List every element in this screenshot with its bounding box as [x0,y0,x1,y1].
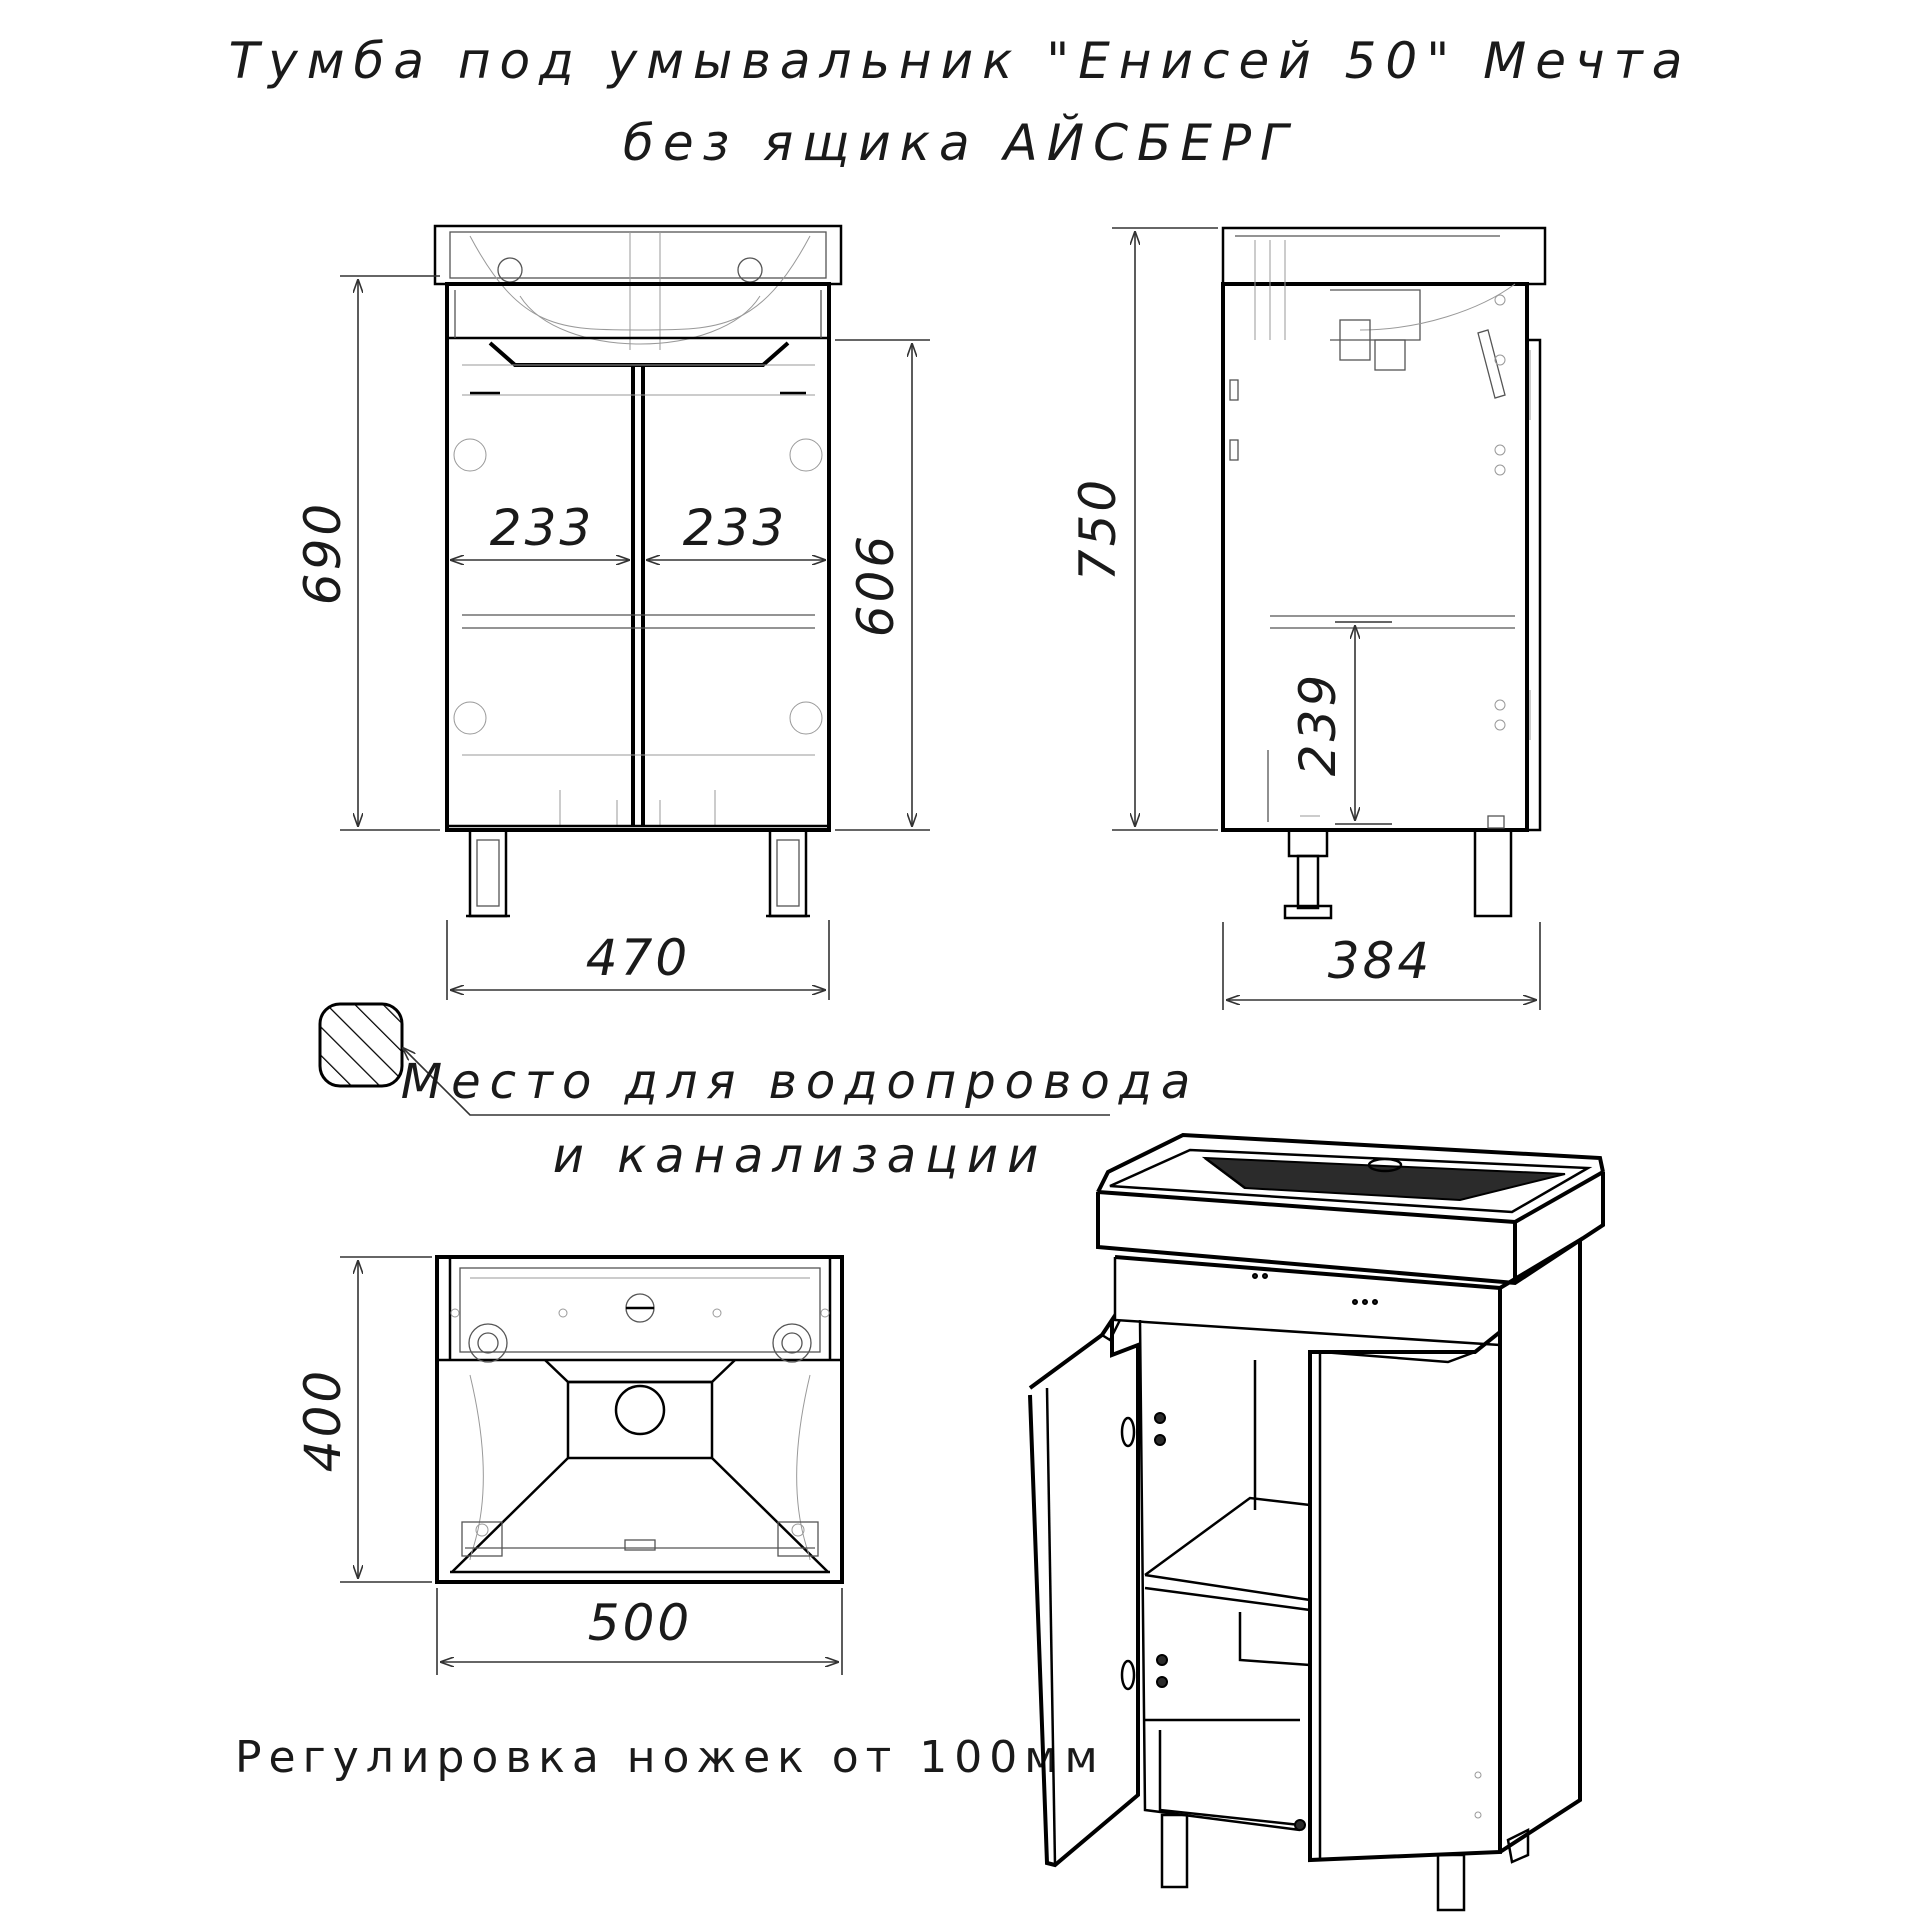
title-line-1: Тумба под умывальник "Енисей 50" Мечта [228,32,1692,90]
perspective-view [1030,1135,1603,1910]
dim-overall-height-label: 690 [294,500,352,606]
dim-shelf-height-label: 239 [1289,671,1347,777]
dim-door-height-label: 606 [847,532,905,638]
top-view [294,1257,842,1675]
dim-top-width-label: 500 [587,1594,693,1652]
front-view [294,226,930,1000]
dim-door-width-left-label: 233 [489,499,595,557]
legend-line-2: и канализации [552,1128,1048,1184]
dim-body-width-label: 470 [585,929,691,987]
legend [320,1004,1199,1184]
dim-door-width-right-label: 233 [682,499,788,557]
title-line-2: без ящика АЙСБЕРГ [623,114,1297,172]
dim-total-height-label: 750 [1069,476,1127,582]
side-view [1069,228,1545,1010]
legend-line-1: Место для водопровода [400,1054,1200,1110]
dim-top-depth-label: 400 [294,1367,352,1473]
dim-depth-label: 384 [1327,932,1433,990]
leg-adjustment-note: Регулировка ножек от 100мм [235,1732,1105,1783]
hatched-swatch [320,1004,402,1086]
